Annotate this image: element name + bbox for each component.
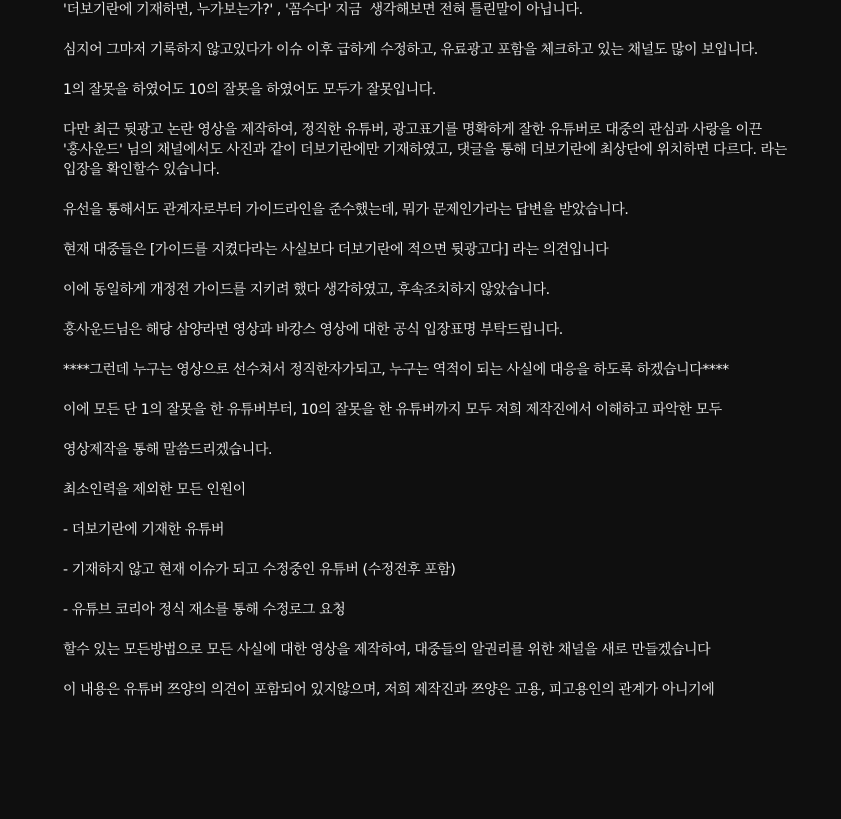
post-paragraph-9: ****그런데 누구는 영상으로 선수쳐서 정직한자가되고, 누구는 역적이 되는 사실에 대응을 하도록 하겠습니다**** — [63, 362, 729, 378]
post-paragraph-4: 다만 최근 뒷광고 논란 영상을 제작하여, 정직한 유튜버, 광고표기를 명확하게 잘한 유튜버로 대중의 관심과 사랑을 이끈 '홍사운드' 님의 채널에서도 사진과 같이 더보기란에만 기재하였고, 댓글을 통해 더보기란에 최상단에 위치하면 다르다. 라는 입장을 확인할수 있습니다. — [63, 122, 791, 178]
post-list-item-1: - 더보기란에 기재한 유튜버 — [63, 522, 225, 538]
post-paragraph-8: 홍사운드님은 해당 삼양라면 영상과 바캉스 영상에 대한 공식 입장표명 부탁드립니다. — [63, 322, 563, 338]
post-paragraph-13: 할수 있는 모든방법으로 모든 사실에 대한 영상을 제작하여, 대중들의 알권리를 위한 채널을 새로 만들겠습니다 — [63, 642, 711, 658]
post-paragraph-14: 이 내용은 유튜버 쯔양의 의견이 포함되어 있지않으며, 저희 제작진과 쯔양은 고용, 피고용인의 관계가 아니기에 — [63, 682, 715, 698]
post-paragraph-1: '더보기란에 기재하면, 누가보는가?' , '꼼수다' 지금 생각해보면 전혀 틀린말이 아닙니다. — [63, 2, 583, 18]
post-paragraph-6: 현재 대중들은 [가이드를 지켰다라는 사실보다 더보기란에 적으면 뒷광고다] 라는 의견입니다 — [63, 242, 609, 258]
post-paragraph-12: 최소인력을 제외한 모든 인원이 — [63, 482, 246, 498]
post-paragraph-2: 심지어 그마저 기록하지 않고있다가 이슈 이후 급하게 수정하고, 유료광고 포함을 체크하고 있는 채널도 많이 보입니다. — [63, 42, 758, 58]
post-paragraph-10: 이에 모든 단 1의 잘못을 한 유튜버부터, 10의 잘못을 한 유튜버까지 모두 저희 제작진에서 이해하고 파악한 모두 — [63, 402, 722, 418]
post-list-item-2: - 기재하지 않고 현재 이슈가 되고 수정중인 유튜버 (수정전후 포함) — [63, 562, 456, 578]
post-paragraph-3: 1의 잘못을 하였어도 10의 잘못을 하였어도 모두가 잘못입니다. — [63, 82, 436, 98]
post-paragraph-11: 영상제작을 통해 말씀드리겠습니다. — [63, 442, 273, 458]
post-paragraph-7: 이에 동일하게 개정전 가이드를 지키려 했다 생각하였고, 후속조치하지 않았습니다. — [63, 282, 550, 298]
post-body — [63, 0, 793, 720]
post-list-item-3: - 유튜브 코리아 정식 재소를 통해 수정로그 요청 — [63, 602, 346, 618]
post-paragraph-5: 유선을 통해서도 관계자로부터 가이드라인을 준수했는데, 뭐가 문제인가라는 답변을 받았습니다. — [63, 202, 629, 218]
